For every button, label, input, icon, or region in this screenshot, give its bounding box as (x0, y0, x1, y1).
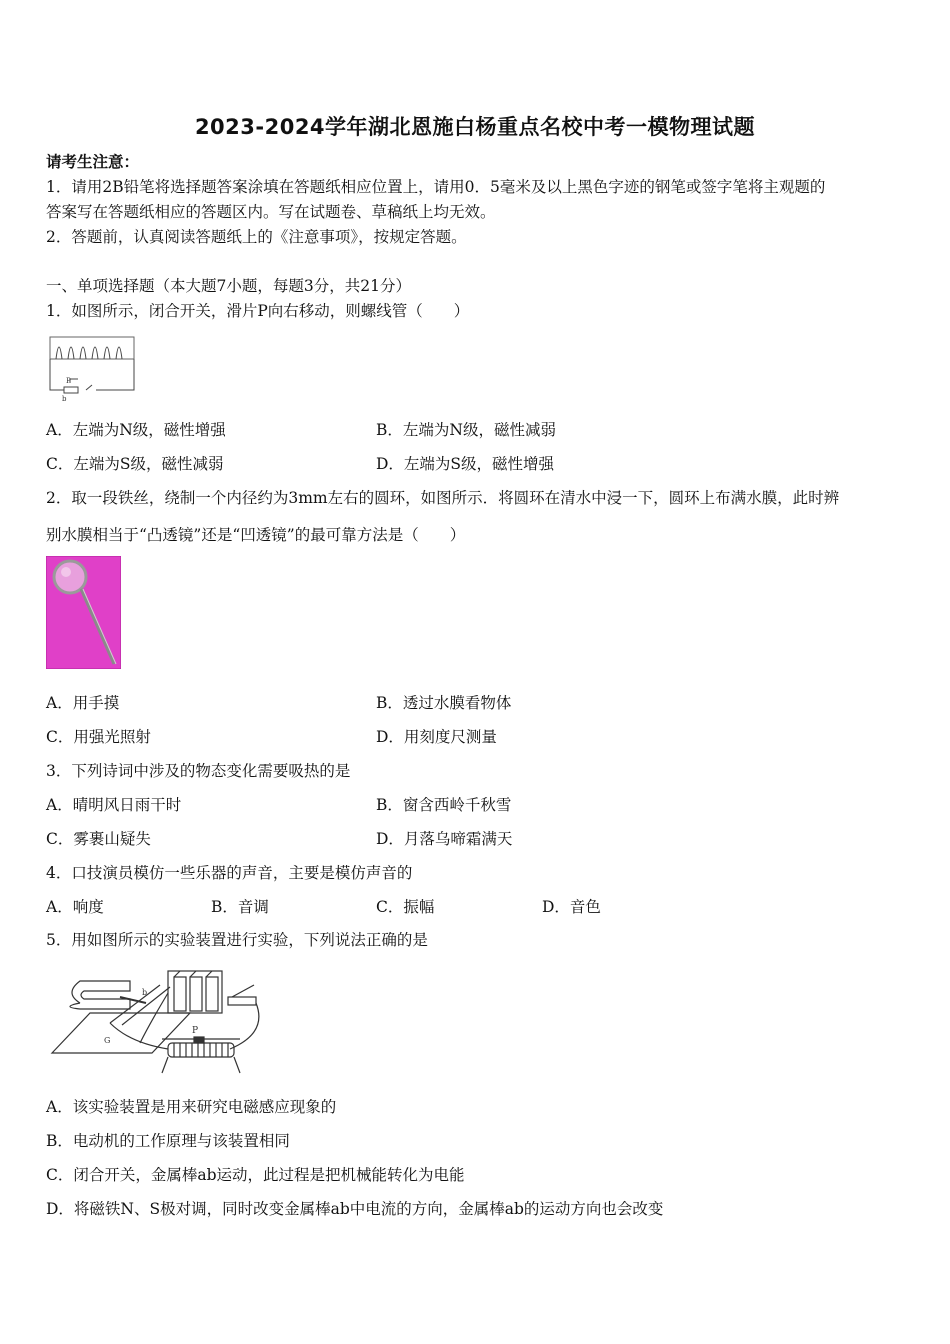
q4-option-d[interactable]: D．音色 (542, 898, 601, 916)
q1-option-a[interactable]: A．左端为N级，磁性增强 (46, 421, 226, 439)
q3-option-b[interactable]: B．窗含西岭千秋雪 (376, 796, 512, 814)
q1-option-b[interactable]: B．左端为N级，磁性减弱 (376, 421, 556, 439)
q1-option-c[interactable]: C．左端为S级，磁性减弱 (46, 455, 224, 473)
q5-option-d[interactable]: D．将磁铁N、S极对调，同时改变金属棒ab中电流的方向，金属棒ab的运动方向也会改变 (46, 1200, 664, 1218)
question-5-stem: 5．用如图所示的实验装置进行实验，下列说法正确的是 (46, 931, 428, 949)
question-1-stem: 1．如图所示，闭合开关，滑片P向右移动，则螺线管（ ） (46, 302, 470, 320)
question-2-stem-line-1: 2．取一段铁丝，绕制一个内径约为3mm左右的圆环，如图所示．将圆环在清水中浸一下，圆环上布满水膜，此时辨 (46, 489, 840, 507)
q1-option-d[interactable]: D．左端为S级，磁性增强 (376, 455, 555, 473)
q5-option-a[interactable]: A．该实验装置是用来研究电磁感应现象的 (46, 1098, 337, 1116)
q3-option-d[interactable]: D．月落乌啼霜满天 (376, 830, 513, 848)
fig5-label-b: b (142, 988, 148, 997)
q5-option-c[interactable]: C．闭合开关，金属棒ab运动，此过程是把机械能转化为电能 (46, 1166, 465, 1184)
fig5-label-g: G (104, 1036, 111, 1045)
notice-item-1-line-1: 1．请用2B铅笔将选择题答案涂填在答题纸相应位置上，请用0．5毫米及以上黑色字迹的钢笔或签字笔将主观题的 (46, 178, 826, 196)
notice-heading: 请考生注意： (46, 152, 140, 171)
question-4-stem: 4．口技演员模仿一些乐器的声音，主要是模仿声音的 (46, 864, 413, 882)
q4-option-b[interactable]: B．音调 (211, 898, 269, 916)
q4-option-a[interactable]: A．响度 (46, 898, 104, 916)
q3-option-c[interactable]: C．雾裹山疑失 (46, 830, 151, 848)
notice-item-2: 2．答题前，认真阅读答题纸上的《注意事项》，按规定答题。 (46, 228, 467, 246)
solenoid-circuit-figure (46, 333, 138, 403)
fig1-label-p: P (66, 377, 71, 385)
fig5-label-p: P (192, 1026, 199, 1036)
q2-option-d[interactable]: D．用刻度尺测量 (376, 728, 497, 746)
q2-option-b[interactable]: B．透过水膜看物体 (376, 694, 512, 712)
question-2-stem-line-2: 别水膜相当于“凸透镜”还是“凹透镜”的最可靠方法是（ ） (46, 526, 466, 544)
electromagnetic-apparatus-figure (50, 963, 266, 1081)
q4-option-c[interactable]: C．振幅 (376, 898, 435, 916)
question-3-stem: 3．下列诗词中涉及的物态变化需要吸热的是 (46, 762, 351, 780)
q5-option-b[interactable]: B．电动机的工作原理与该装置相同 (46, 1132, 290, 1150)
wire-loop-photo (46, 556, 121, 669)
section-heading: 一、单项选择题（本大题7小题，每题3分，共21分） (46, 277, 411, 295)
q3-option-a[interactable]: A．晴明风日雨干时 (46, 796, 182, 814)
page-title: 2023-2024学年湖北恩施白杨重点名校中考一模物理试题 (194, 115, 756, 139)
notice-item-1-line-2: 答案写在答题纸相应的答题区内。写在试题卷、草稿纸上均无效。 (46, 203, 496, 221)
q2-option-c[interactable]: C．用强光照射 (46, 728, 151, 746)
fig1-label-b: b (62, 395, 67, 403)
q2-option-a[interactable]: A．用手摸 (46, 694, 120, 712)
